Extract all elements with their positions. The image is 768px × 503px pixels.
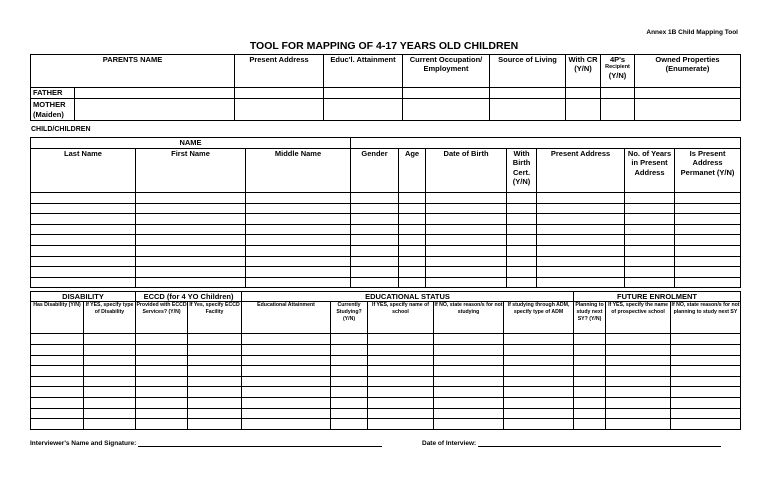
- form-cell[interactable]: [625, 267, 675, 278]
- has-disability-header: Has Disability (Y/N): [31, 302, 84, 334]
- form-cell[interactable]: [606, 366, 671, 377]
- occupation-header: Current Occupation/ Employment: [403, 55, 490, 88]
- form-cell[interactable]: [136, 235, 246, 246]
- form-cell[interactable]: [574, 387, 606, 398]
- form-cell[interactable]: [399, 193, 426, 204]
- form-cell[interactable]: [31, 267, 136, 278]
- table-row: [31, 366, 741, 377]
- form-cell[interactable]: [537, 235, 625, 246]
- form-cell[interactable]: [188, 419, 242, 430]
- gender-header: Gender: [351, 149, 399, 193]
- form-cell[interactable]: [331, 366, 368, 377]
- form-cell[interactable]: [507, 245, 537, 256]
- form-cell[interactable]: [368, 397, 434, 408]
- form-cell[interactable]: [136, 355, 188, 366]
- form-cell[interactable]: [136, 193, 246, 204]
- form-cell[interactable]: [31, 193, 136, 204]
- form-cell[interactable]: [399, 214, 426, 225]
- form-cell[interactable]: [426, 256, 507, 267]
- form-cell[interactable]: [675, 193, 741, 204]
- table-row: [31, 267, 741, 278]
- form-cell[interactable]: [136, 267, 246, 278]
- table-row: [31, 397, 741, 408]
- form-cell[interactable]: [246, 203, 351, 214]
- form-cell[interactable]: [136, 203, 246, 214]
- form-cell[interactable]: [399, 267, 426, 278]
- form-cell[interactable]: [242, 344, 331, 355]
- form-cell[interactable]: [507, 267, 537, 278]
- form-cell[interactable]: [606, 355, 671, 366]
- form-cell[interactable]: [31, 277, 136, 288]
- form-cell[interactable]: [368, 376, 434, 387]
- father-label: FATHER: [31, 88, 75, 99]
- form-cell[interactable]: [537, 245, 625, 256]
- form-cell[interactable]: [331, 355, 368, 366]
- mother-label: MOTHER (Maiden): [31, 99, 75, 121]
- child-section-label: CHILD/CHILDREN: [31, 126, 91, 133]
- permanent-address-header: Is Present Address Permanet (Y/N): [675, 149, 741, 193]
- form-cell[interactable]: [606, 334, 671, 345]
- form-cell[interactable]: [434, 397, 504, 408]
- form-cell[interactable]: [84, 334, 136, 345]
- form-cell[interactable]: [507, 277, 537, 288]
- form-cell[interactable]: [188, 408, 242, 419]
- form-cell[interactable]: [351, 235, 399, 246]
- form-cell[interactable]: [368, 366, 434, 377]
- page-title: TOOL FOR MAPPING OF 4-17 YEARS OLD CHILDREN: [249, 40, 519, 52]
- form-cell[interactable]: [504, 334, 574, 345]
- form-cell[interactable]: [434, 419, 504, 430]
- form-cell[interactable]: [574, 419, 606, 430]
- form-cell[interactable]: [671, 334, 741, 345]
- table-row: [31, 408, 741, 419]
- form-cell[interactable]: [434, 376, 504, 387]
- form-cell[interactable]: [399, 203, 426, 214]
- form-cell[interactable]: [574, 376, 606, 387]
- form-cell[interactable]: [368, 355, 434, 366]
- form-cell[interactable]: [31, 344, 84, 355]
- form-cell[interactable]: [537, 224, 625, 235]
- form-cell[interactable]: [399, 277, 426, 288]
- parents-name-header: PARENTS NAME: [31, 55, 235, 88]
- form-cell[interactable]: [625, 277, 675, 288]
- form-cell[interactable]: [136, 334, 188, 345]
- form-cell[interactable]: [351, 245, 399, 256]
- form-cell[interactable]: [136, 387, 188, 398]
- form-cell[interactable]: [136, 376, 188, 387]
- form-cell[interactable]: [368, 344, 434, 355]
- status-table: [30, 291, 741, 430]
- form-cell[interactable]: [675, 224, 741, 235]
- form-cell[interactable]: [675, 235, 741, 246]
- form-cell[interactable]: [399, 245, 426, 256]
- form-cell[interactable]: [368, 387, 434, 398]
- disability-group-header: DISABILITY: [31, 292, 136, 302]
- form-cell[interactable]: [246, 277, 351, 288]
- form-cell[interactable]: [31, 203, 136, 214]
- form-cell[interactable]: [368, 334, 434, 345]
- form-cell[interactable]: [606, 344, 671, 355]
- form-cell[interactable]: [331, 397, 368, 408]
- form-cell[interactable]: [242, 366, 331, 377]
- parents-table: [30, 54, 741, 121]
- form-cell[interactable]: [242, 387, 331, 398]
- form-cell[interactable]: [574, 355, 606, 366]
- date-of-interview-field: [422, 439, 721, 447]
- form-cell[interactable]: [504, 376, 574, 387]
- form-cell[interactable]: [31, 224, 136, 235]
- table-row: [31, 355, 741, 366]
- form-cell[interactable]: [331, 408, 368, 419]
- form-cell[interactable]: [399, 224, 426, 235]
- form-cell[interactable]: [31, 397, 84, 408]
- form-cell[interactable]: [675, 267, 741, 278]
- form-cell[interactable]: [675, 256, 741, 267]
- form-cell[interactable]: [507, 214, 537, 225]
- present-address-header: Present Address: [235, 55, 324, 88]
- form-cell[interactable]: [537, 277, 625, 288]
- form-cell[interactable]: [671, 376, 741, 387]
- form-cell[interactable]: [537, 203, 625, 214]
- not-studying-reason-header: If NO, state reason/s for not studying: [434, 302, 504, 334]
- form-cell[interactable]: [136, 397, 188, 408]
- form-cell[interactable]: [188, 355, 242, 366]
- currently-studying-header: Currently Studying? (Y/N): [331, 302, 368, 334]
- form-cell[interactable]: [246, 235, 351, 246]
- form-cell[interactable]: [368, 419, 434, 430]
- owned-properties-header: Owned Properties (Enumerate): [635, 55, 741, 88]
- form-cell[interactable]: [434, 355, 504, 366]
- form-cell[interactable]: [537, 193, 625, 204]
- form-cell[interactable]: [434, 366, 504, 377]
- form-cell[interactable]: [331, 376, 368, 387]
- form-cell[interactable]: [136, 277, 246, 288]
- form-cell[interactable]: [507, 235, 537, 246]
- first-name-header: First Name: [136, 149, 246, 193]
- form-cell[interactable]: [31, 376, 84, 387]
- form-cell[interactable]: [507, 203, 537, 214]
- form-cell[interactable]: [351, 277, 399, 288]
- form-cell[interactable]: [188, 366, 242, 377]
- educational-status-group-header: EDUCATIONAL STATUS: [242, 292, 574, 302]
- disability-type-header: If YES, specify type of Disability: [84, 302, 136, 334]
- form-cell[interactable]: [606, 387, 671, 398]
- form-cell[interactable]: [504, 419, 574, 430]
- table-row: [31, 245, 741, 256]
- form-cell[interactable]: [188, 344, 242, 355]
- form-cell[interactable]: [84, 408, 136, 419]
- form-cell[interactable]: [606, 408, 671, 419]
- interviewer-label: Interviewer's Name and Signature:: [30, 440, 137, 447]
- annex-label: Annex 1B Child Mapping Tool: [646, 29, 738, 36]
- form-cell[interactable]: [351, 193, 399, 204]
- form-cell[interactable]: [625, 193, 675, 204]
- children-table: [30, 137, 741, 288]
- form-cell[interactable]: [537, 214, 625, 225]
- form-cell[interactable]: [242, 408, 331, 419]
- table-row: [31, 277, 741, 288]
- form-cell[interactable]: [574, 334, 606, 345]
- form-cell[interactable]: [426, 277, 507, 288]
- form-cell[interactable]: [246, 224, 351, 235]
- table-row: [31, 193, 741, 204]
- form-cell[interactable]: [507, 193, 537, 204]
- table-row: [31, 224, 741, 235]
- interviewer-signature-field: [30, 439, 382, 447]
- form-cell[interactable]: [351, 256, 399, 267]
- form-cell[interactable]: [368, 408, 434, 419]
- table-row: [31, 256, 741, 267]
- form-cell[interactable]: [84, 387, 136, 398]
- form-cell[interactable]: [574, 408, 606, 419]
- 4ps-header: 4P's Recipient (Y/N): [601, 55, 635, 88]
- form-cell[interactable]: [31, 214, 136, 225]
- form-cell[interactable]: [136, 256, 246, 267]
- form-cell[interactable]: [136, 214, 246, 225]
- birth-cert-header: With Birth Cert. (Y/N): [507, 149, 537, 193]
- form-cell[interactable]: [426, 214, 507, 225]
- form-cell[interactable]: [426, 267, 507, 278]
- form-cell[interactable]: [671, 344, 741, 355]
- form-cell[interactable]: [331, 419, 368, 430]
- form-cell[interactable]: [537, 267, 625, 278]
- form-cell[interactable]: [188, 376, 242, 387]
- form-cell[interactable]: [331, 334, 368, 345]
- form-cell[interactable]: [671, 408, 741, 419]
- planning-next-sy-header: Planning to study next SY? (Y/N): [574, 302, 606, 334]
- form-cell[interactable]: [504, 366, 574, 377]
- date-of-interview-line[interactable]: [478, 439, 721, 447]
- form-cell[interactable]: [574, 366, 606, 377]
- date-label: Date of Interview:: [422, 440, 477, 447]
- child-address-header: Present Address: [537, 149, 625, 193]
- form-cell[interactable]: [625, 224, 675, 235]
- form-cell[interactable]: [399, 256, 426, 267]
- table-row: [31, 334, 741, 345]
- form-cell[interactable]: [31, 334, 84, 345]
- form-cell[interactable]: [675, 245, 741, 256]
- form-cell[interactable]: [242, 419, 331, 430]
- date-of-birth-header: Date of Birth: [426, 149, 507, 193]
- eccd-facility-header: If Yes, specify ECCD Facility: [188, 302, 242, 334]
- form-cell[interactable]: [188, 397, 242, 408]
- form-cell[interactable]: [188, 387, 242, 398]
- table-row: [31, 376, 741, 387]
- form-cell[interactable]: [504, 387, 574, 398]
- form-cell[interactable]: [504, 408, 574, 419]
- form-cell[interactable]: [625, 245, 675, 256]
- table-row: [31, 387, 741, 398]
- not-planning-reason-header: If NO, state reason/s for not planning to study next SY: [671, 302, 741, 334]
- form-cell[interactable]: [84, 355, 136, 366]
- form-cell[interactable]: [507, 256, 537, 267]
- form-cell[interactable]: [136, 408, 188, 419]
- form-cell[interactable]: [31, 366, 84, 377]
- form-cell[interactable]: [504, 397, 574, 408]
- form-cell[interactable]: [136, 224, 246, 235]
- educational-attainment-header: Educational Attainment: [242, 302, 331, 334]
- form-cell[interactable]: [242, 355, 331, 366]
- form-cell[interactable]: [675, 277, 741, 288]
- form-cell[interactable]: [504, 344, 574, 355]
- form-cell[interactable]: [351, 214, 399, 225]
- age-header: Age: [399, 149, 426, 193]
- form-cell[interactable]: [246, 193, 351, 204]
- future-enrolment-group-header: FUTURE ENROLMENT: [574, 292, 741, 302]
- form-cell[interactable]: [574, 397, 606, 408]
- form-cell[interactable]: [31, 387, 84, 398]
- form-cell[interactable]: [671, 355, 741, 366]
- form-cell[interactable]: [606, 376, 671, 387]
- form-cell[interactable]: [31, 408, 84, 419]
- form-cell[interactable]: [136, 419, 188, 430]
- form-cell[interactable]: [574, 344, 606, 355]
- form-cell[interactable]: [84, 344, 136, 355]
- form-cell[interactable]: [84, 419, 136, 430]
- form-cell[interactable]: [246, 214, 351, 225]
- middle-name-header: Middle Name: [246, 149, 351, 193]
- form-cell[interactable]: [434, 344, 504, 355]
- form-cell[interactable]: [31, 419, 84, 430]
- form-cell[interactable]: [351, 203, 399, 214]
- table-row: [31, 419, 741, 430]
- years-in-address-header: No. of Years in Present Address: [625, 149, 675, 193]
- form-cell[interactable]: [136, 344, 188, 355]
- form-cell[interactable]: [31, 256, 136, 267]
- form-cell[interactable]: [331, 344, 368, 355]
- form-cell[interactable]: [426, 245, 507, 256]
- form-cell[interactable]: [351, 267, 399, 278]
- eccd-group-header: ECCD (for 4 YO Children): [136, 292, 242, 302]
- form-cell[interactable]: [246, 267, 351, 278]
- eccd-services-header: Provided with ECCD Services? (Y/N): [136, 302, 188, 334]
- form-cell[interactable]: [242, 334, 331, 345]
- form-cell[interactable]: [31, 235, 136, 246]
- source-of-living-header: Source of Living: [490, 55, 566, 88]
- form-cell[interactable]: [671, 419, 741, 430]
- form-cell[interactable]: [671, 387, 741, 398]
- form-cell[interactable]: [426, 203, 507, 214]
- educ-attainment-header: Educ'l. Attainment: [324, 55, 403, 88]
- form-cell[interactable]: [671, 366, 741, 377]
- form-cell[interactable]: [625, 203, 675, 214]
- form-cell[interactable]: [31, 355, 84, 366]
- school-name-header: If YES, specify name of school: [368, 302, 434, 334]
- form-cell[interactable]: [31, 245, 136, 256]
- form-cell[interactable]: [246, 245, 351, 256]
- form-cell[interactable]: [504, 355, 574, 366]
- with-cr-header: With CR (Y/N): [566, 55, 601, 88]
- form-cell[interactable]: [625, 256, 675, 267]
- form-cell[interactable]: [331, 387, 368, 398]
- form-cell[interactable]: [606, 419, 671, 430]
- form-cell[interactable]: [351, 224, 399, 235]
- form-cell[interactable]: [426, 235, 507, 246]
- table-row: [31, 214, 741, 225]
- form-cell[interactable]: [434, 334, 504, 345]
- form-cell[interactable]: [675, 203, 741, 214]
- adm-type-header: If studying through ADM, specify type of ADM: [504, 302, 574, 334]
- form-cell[interactable]: [84, 397, 136, 408]
- form-cell[interactable]: [426, 193, 507, 204]
- form-cell[interactable]: [136, 245, 246, 256]
- name-group-header: NAME: [31, 138, 351, 149]
- form-cell[interactable]: [84, 376, 136, 387]
- form-cell[interactable]: [675, 214, 741, 225]
- table-row: [31, 344, 741, 355]
- last-name-header: Last Name: [31, 149, 136, 193]
- form-cell[interactable]: [242, 397, 331, 408]
- form-cell[interactable]: [399, 235, 426, 246]
- form-cell[interactable]: [537, 256, 625, 267]
- form-cell[interactable]: [188, 334, 242, 345]
- interviewer-signature-line[interactable]: [138, 439, 382, 447]
- prospective-school-header: If YES, specify the name of prospective school: [606, 302, 671, 334]
- form-cell[interactable]: [434, 408, 504, 419]
- form-cell[interactable]: [625, 235, 675, 246]
- form-cell[interactable]: [84, 366, 136, 377]
- form-cell[interactable]: [671, 397, 741, 408]
- form-cell[interactable]: [136, 366, 188, 377]
- form-cell[interactable]: [246, 256, 351, 267]
- form-cell[interactable]: [426, 224, 507, 235]
- form-cell[interactable]: [242, 376, 331, 387]
- form-cell[interactable]: [434, 387, 504, 398]
- form-cell[interactable]: [507, 224, 537, 235]
- form-cell[interactable]: [606, 397, 671, 408]
- form-cell[interactable]: [625, 214, 675, 225]
- table-row: [31, 203, 741, 214]
- table-row: [31, 235, 741, 246]
